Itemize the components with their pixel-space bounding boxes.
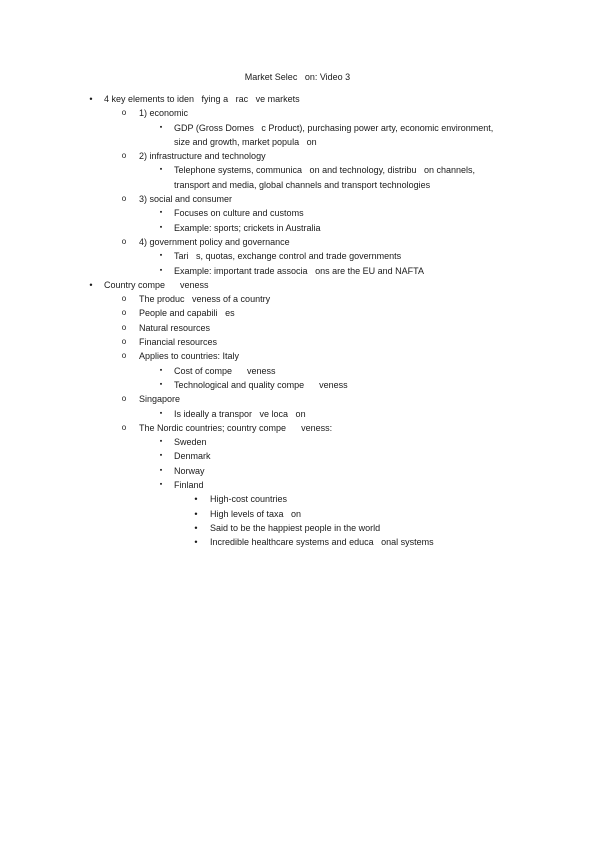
- outline-item-text: Is ideally a transpor ve loca on: [174, 408, 306, 419]
- outline-item-text: 1) economic: [139, 108, 189, 119]
- outline-item-text: Cost of compe veness: [174, 365, 276, 376]
- outline-item-text: Technological and quality compe veness: [174, 379, 348, 390]
- outline-item-text: Finland: [174, 480, 204, 491]
- bullet-icon: o: [121, 337, 127, 347]
- outline-item: [0, 278, 595, 292]
- bullet-icon: ▪: [159, 266, 163, 274]
- outline-item-text: Denmark: [174, 451, 211, 462]
- outline-item-text: The Nordic countries; country compe veness:: [139, 422, 333, 433]
- outline-item: [0, 264, 595, 278]
- bullet-icon: ▪: [159, 452, 163, 460]
- bullet-icon: o: [121, 236, 127, 246]
- outline-item-text: The produc veness of a country: [139, 294, 271, 305]
- bullet-icon: o: [121, 294, 127, 304]
- bullet-icon: •: [194, 494, 198, 505]
- outline-item-text: Country compe veness: [104, 279, 209, 290]
- bullet-icon: ▪: [159, 123, 163, 131]
- outline-item-text: Applies to countries: Italy: [139, 351, 240, 362]
- bullet-outline: [0, 92, 595, 550]
- outline-item: [0, 492, 595, 506]
- outline-item-text: Sweden: [174, 437, 207, 448]
- outline-item: [0, 364, 595, 378]
- bullet-icon: ▪: [159, 166, 163, 174]
- outline-item: [0, 507, 595, 521]
- bullet-icon: •: [194, 522, 198, 533]
- bullet-icon: o: [121, 422, 127, 432]
- outline-item: [0, 392, 595, 406]
- outline-item: [0, 192, 595, 206]
- outline-item-text: Example: sports; crickets in Australia: [174, 222, 321, 233]
- outline-item-text: High levels of taxa on: [210, 508, 302, 519]
- outline-item-text: Singapore: [139, 394, 181, 405]
- outline-item: [0, 249, 595, 263]
- bullet-icon: ▪: [159, 466, 163, 474]
- outline-item-text: Financial resources: [139, 337, 218, 348]
- bullet-icon: ▪: [159, 481, 163, 489]
- outline-item-text: People and capabili es: [139, 308, 235, 319]
- outline-item: [0, 106, 595, 120]
- bullet-icon: •: [89, 94, 93, 104]
- outline-item: [0, 135, 595, 149]
- outline-item-text: Norway: [174, 465, 205, 476]
- outline-item-text: Tari s, quotas, exchange control and trade governments: [174, 251, 402, 262]
- outline-item: [0, 521, 595, 535]
- outline-item-text: 4) government policy and governance: [139, 236, 290, 247]
- outline-item-text: Said to be the happiest people in the world: [210, 522, 381, 533]
- bullet-icon: •: [194, 508, 198, 519]
- outline-item: [0, 407, 595, 421]
- outline-item: [0, 221, 595, 235]
- bullet-icon: ▪: [159, 380, 163, 388]
- outline-item: [0, 292, 595, 306]
- outline-item: [0, 92, 595, 106]
- outline-item: [0, 321, 595, 335]
- outline-item-text: Focuses on culture and customs: [174, 208, 304, 219]
- bullet-icon: ▪: [159, 438, 163, 446]
- bullet-icon: o: [121, 322, 127, 332]
- bullet-icon: ▪: [159, 366, 163, 374]
- outline-item: [0, 206, 595, 220]
- bullet-icon: •: [89, 279, 93, 290]
- bullet-icon: o: [121, 308, 127, 318]
- outline-item-text: Telephone systems, communica on and technology, distribu on channels,: [174, 165, 476, 176]
- outline-item: [0, 421, 595, 435]
- outline-item: [0, 435, 595, 449]
- bullet-icon: ▪: [159, 223, 163, 231]
- outline-item: [0, 163, 595, 177]
- bullet-icon: o: [121, 394, 127, 404]
- outline-item-text: 4 key elements to iden fying a rac ve markets: [104, 94, 300, 104]
- outline-item-text: size and growth, market popula on: [174, 136, 317, 147]
- outline-item-text: GDP (Gross Domes c Product), purchasing power arty, economic environment,: [174, 122, 494, 133]
- outline-item-text: Incredible healthcare systems and educa onal systems: [210, 537, 434, 548]
- bullet-icon: o: [121, 194, 127, 204]
- outline-item: [0, 178, 595, 192]
- outline-item-text: High-cost countries: [210, 494, 288, 505]
- outline-item: [0, 478, 595, 492]
- bullet-icon: o: [121, 151, 127, 161]
- outline-item-text: 3) social and consumer: [139, 194, 233, 205]
- outline-item: [0, 335, 595, 349]
- outline-item: [0, 449, 595, 463]
- outline-item: [0, 121, 595, 135]
- document-title: Market Selec on: Video 3: [244, 72, 351, 82]
- outline-item: [0, 349, 595, 363]
- bullet-icon: ▪: [159, 209, 163, 217]
- outline-item-text: 2) infrastructure and technology: [139, 151, 266, 162]
- bullet-icon: ▪: [159, 409, 163, 417]
- outline-item: [0, 378, 595, 392]
- outline-item-text: transport and media, global channels and transport technologies: [174, 179, 431, 190]
- outline-item: [0, 306, 595, 320]
- bullet-icon: o: [121, 351, 127, 361]
- outline-item-text: Natural resources: [139, 322, 211, 333]
- bullet-icon: ▪: [159, 252, 163, 260]
- outline-item: [0, 464, 595, 478]
- bullet-icon: o: [121, 108, 127, 118]
- outline-item-text: Example: important trade associa ons are the EU and NAFTA: [174, 265, 424, 276]
- outline-item: [0, 535, 595, 549]
- bullet-icon: •: [194, 537, 198, 548]
- outline-item: [0, 235, 595, 249]
- outline-item: [0, 149, 595, 163]
